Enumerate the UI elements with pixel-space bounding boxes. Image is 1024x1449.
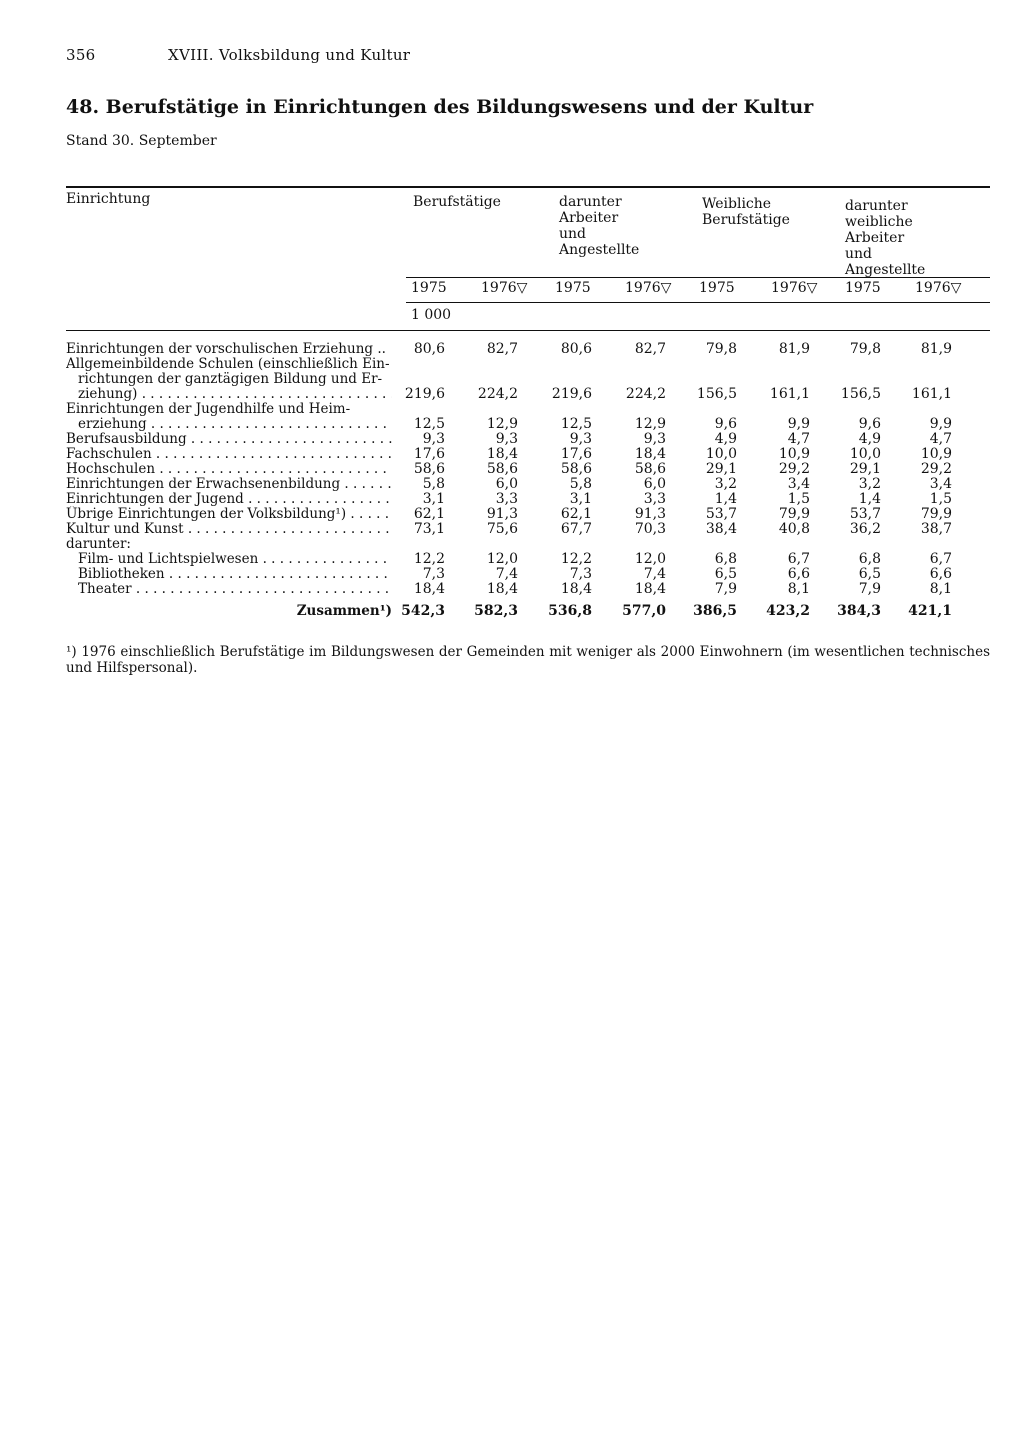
cell-value: 219,6	[551, 386, 592, 402]
footnote: ¹) 1976 einschließlich Berufstätige im Bildungswesen der Gemeinden mit weniger als 2000 Einwohnern (im wesentlichen technisches und Hilfspersonal).	[66, 644, 990, 676]
row-label: Film- und Lichtspielwesen . . .	[78, 551, 392, 567]
cell-value: 73,1	[413, 521, 445, 537]
cell-value: 6,7	[787, 551, 810, 567]
year-rule-bottom	[406, 302, 990, 303]
cell-value: 219,6	[404, 386, 445, 402]
total-value: 582,3	[474, 603, 518, 619]
table-row	[0, 551, 1024, 567]
header-bottom-rule	[66, 330, 990, 331]
section-title: XVIII. Volksbildung und Kultur	[168, 46, 411, 64]
table-row	[0, 581, 1024, 597]
cell-value: 5,8	[422, 476, 445, 492]
cell-value: 75,6	[486, 521, 518, 537]
col-group-arbeiter-angestellte: darunter Arbeiter und Angestellte	[559, 194, 640, 258]
page-number: 356	[66, 46, 96, 64]
cell-value: 12,9	[486, 416, 518, 432]
cell-value: 9,9	[787, 416, 810, 432]
cell-value: 29,2	[778, 461, 810, 477]
cell-value: 80,6	[413, 341, 445, 357]
table-row	[0, 536, 1024, 552]
cell-value: 12,9	[634, 416, 666, 432]
cell-value: 6,5	[858, 566, 881, 582]
cell-value: 4,7	[787, 431, 810, 447]
cell-value: 70,3	[634, 521, 666, 537]
cell-value: 82,7	[634, 341, 666, 357]
cell-value: 62,1	[413, 506, 445, 522]
cell-value: 10,9	[920, 446, 952, 462]
total-value: 577,0	[622, 603, 666, 619]
cell-value: 9,6	[714, 416, 737, 432]
cell-value: 29,2	[920, 461, 952, 477]
cell-value: 7,3	[422, 566, 445, 582]
cell-value: 58,6	[634, 461, 666, 477]
year-col-7: 1975	[845, 280, 881, 296]
col-group-berufstaetige: Berufstätige	[413, 194, 501, 210]
cell-value: 3,3	[495, 491, 518, 507]
year-rule-top	[406, 277, 990, 278]
cell-value: 10,9	[778, 446, 810, 462]
cell-value: 7,4	[495, 566, 518, 582]
cell-value: 3,3	[643, 491, 666, 507]
total-row	[0, 603, 1024, 619]
year-col-1: 1975	[411, 280, 447, 296]
cell-value: 3,2	[858, 476, 881, 492]
cell-value: 161,1	[911, 386, 952, 402]
row-label: darunter:	[66, 536, 131, 552]
cell-value: 4,9	[858, 431, 881, 447]
running-head	[66, 46, 410, 64]
table-row	[0, 371, 1024, 387]
row-label: Einrichtungen der Erwachsenenbildung . . .	[66, 476, 392, 492]
total-value: 384,3	[837, 603, 881, 619]
cell-value: 79,9	[778, 506, 810, 522]
cell-value: 91,3	[486, 506, 518, 522]
table-row	[0, 521, 1024, 537]
cell-value: 156,5	[696, 386, 737, 402]
cell-value: 53,7	[705, 506, 737, 522]
cell-value: 82,7	[486, 341, 518, 357]
cell-value: 53,7	[849, 506, 881, 522]
row-label: Berufsausbildung . . .	[66, 431, 392, 447]
cell-value: 224,2	[477, 386, 518, 402]
cell-value: 58,6	[486, 461, 518, 477]
cell-value: 38,7	[920, 521, 952, 537]
year-col-8: 1976▽	[915, 280, 962, 296]
year-col-5: 1975	[699, 280, 735, 296]
table-row	[0, 341, 1024, 357]
cell-value: 4,7	[929, 431, 952, 447]
year-col-3: 1975	[555, 280, 591, 296]
row-label: Allgemeinbildende Schulen (einschließlich Ein-	[66, 356, 390, 372]
total-value: 542,3	[401, 603, 445, 619]
row-label: Übrige Einrichtungen der Volksbildung¹) . . .	[66, 506, 392, 522]
row-label: Einrichtungen der vorschulischen Erziehung ..	[66, 341, 386, 357]
cell-value: 9,3	[643, 431, 666, 447]
cell-value: 17,6	[560, 446, 592, 462]
total-label: Zusammen¹)	[296, 603, 392, 619]
cell-value: 12,0	[634, 551, 666, 567]
cell-value: 18,4	[634, 446, 666, 462]
table-row	[0, 566, 1024, 582]
cell-value: 7,9	[858, 581, 881, 597]
table-row	[0, 506, 1024, 522]
cell-value: 79,9	[920, 506, 952, 522]
cell-value: 9,3	[569, 431, 592, 447]
cell-value: 62,1	[560, 506, 592, 522]
row-label: erziehung . . .	[78, 416, 392, 432]
cell-value: 79,8	[705, 341, 737, 357]
cell-value: 29,1	[705, 461, 737, 477]
cell-value: 7,3	[569, 566, 592, 582]
cell-value: 9,3	[422, 431, 445, 447]
cell-value: 1,4	[858, 491, 881, 507]
row-label: Bibliotheken . . .	[78, 566, 392, 582]
cell-value: 1,5	[787, 491, 810, 507]
table-title: 48. Berufstätige in Einrichtungen des Bildungswesens und der Kultur	[66, 96, 814, 118]
cell-value: 12,2	[560, 551, 592, 567]
table-row	[0, 461, 1024, 477]
cell-value: 7,9	[714, 581, 737, 597]
total-value: 423,2	[766, 603, 810, 619]
stub-header: Einrichtung	[66, 191, 151, 207]
cell-value: 8,1	[787, 581, 810, 597]
table-row	[0, 446, 1024, 462]
cell-value: 12,2	[413, 551, 445, 567]
cell-value: 58,6	[413, 461, 445, 477]
cell-value: 3,4	[787, 476, 810, 492]
table-row	[0, 401, 1024, 417]
cell-value: 6,8	[714, 551, 737, 567]
cell-value: 17,6	[413, 446, 445, 462]
cell-value: 3,2	[714, 476, 737, 492]
cell-value: 1,5	[929, 491, 952, 507]
year-col-6: 1976▽	[771, 280, 818, 296]
cell-value: 91,3	[634, 506, 666, 522]
cell-value: 4,9	[714, 431, 737, 447]
cell-value: 6,6	[929, 566, 952, 582]
cell-value: 3,1	[569, 491, 592, 507]
cell-value: 5,8	[569, 476, 592, 492]
cell-value: 81,9	[920, 341, 952, 357]
cell-value: 79,8	[849, 341, 881, 357]
cell-value: 10,0	[705, 446, 737, 462]
col-group-weibliche: Weibliche Berufstätige	[702, 196, 790, 228]
row-label: Hochschulen . . .	[66, 461, 392, 477]
cell-value: 6,0	[643, 476, 666, 492]
table-row	[0, 386, 1024, 402]
cell-value: 6,6	[787, 566, 810, 582]
cell-value: 3,1	[422, 491, 445, 507]
cell-value: 40,8	[778, 521, 810, 537]
cell-value: 29,1	[849, 461, 881, 477]
cell-value: 36,2	[849, 521, 881, 537]
cell-value: 224,2	[625, 386, 666, 402]
cell-value: 7,4	[643, 566, 666, 582]
cell-value: 8,1	[929, 581, 952, 597]
cell-value: 6,5	[714, 566, 737, 582]
row-label: richtungen der ganztägigen Bildung und Er-	[78, 371, 383, 387]
table-row	[0, 356, 1024, 372]
table-subtitle: Stand 30. September	[66, 133, 217, 149]
cell-value: 161,1	[769, 386, 810, 402]
cell-value: 12,0	[486, 551, 518, 567]
table-row	[0, 476, 1024, 492]
total-value: 536,8	[548, 603, 592, 619]
row-label: Einrichtungen der Jugendhilfe und Heim-	[66, 401, 351, 417]
cell-value: 12,5	[560, 416, 592, 432]
cell-value: 10,0	[849, 446, 881, 462]
cell-value: 18,4	[560, 581, 592, 597]
cell-value: 80,6	[560, 341, 592, 357]
row-label: Fachschulen . . .	[66, 446, 392, 462]
cell-value: 18,4	[486, 446, 518, 462]
unit-label: 1 000	[411, 307, 452, 323]
cell-value: 18,4	[634, 581, 666, 597]
cell-value: 9,3	[495, 431, 518, 447]
cell-value: 12,5	[413, 416, 445, 432]
row-label: Einrichtungen der Jugend . . .	[66, 491, 392, 507]
cell-value: 9,6	[858, 416, 881, 432]
cell-value: 3,4	[929, 476, 952, 492]
cell-value: 1,4	[714, 491, 737, 507]
cell-value: 156,5	[840, 386, 881, 402]
table-row	[0, 491, 1024, 507]
year-col-2: 1976▽	[481, 280, 528, 296]
row-label: ziehung) . . .	[78, 386, 392, 402]
cell-value: 6,7	[929, 551, 952, 567]
cell-value: 38,4	[705, 521, 737, 537]
row-label: Theater . . .	[78, 581, 392, 597]
col-group-weibliche-arbeiter: darunter weibliche Arbeiter und Angestellte	[845, 198, 926, 278]
total-value: 421,1	[908, 603, 952, 619]
cell-value: 67,7	[560, 521, 592, 537]
total-value: 386,5	[693, 603, 737, 619]
cell-value: 18,4	[486, 581, 518, 597]
table-row	[0, 431, 1024, 447]
cell-value: 9,9	[929, 416, 952, 432]
table-top-rule	[66, 186, 990, 188]
cell-value: 81,9	[778, 341, 810, 357]
cell-value: 18,4	[413, 581, 445, 597]
year-col-4: 1976▽	[625, 280, 672, 296]
cell-value: 6,8	[858, 551, 881, 567]
row-label: Kultur und Kunst . . .	[66, 521, 392, 537]
table-row	[0, 416, 1024, 432]
cell-value: 58,6	[560, 461, 592, 477]
cell-value: 6,0	[495, 476, 518, 492]
